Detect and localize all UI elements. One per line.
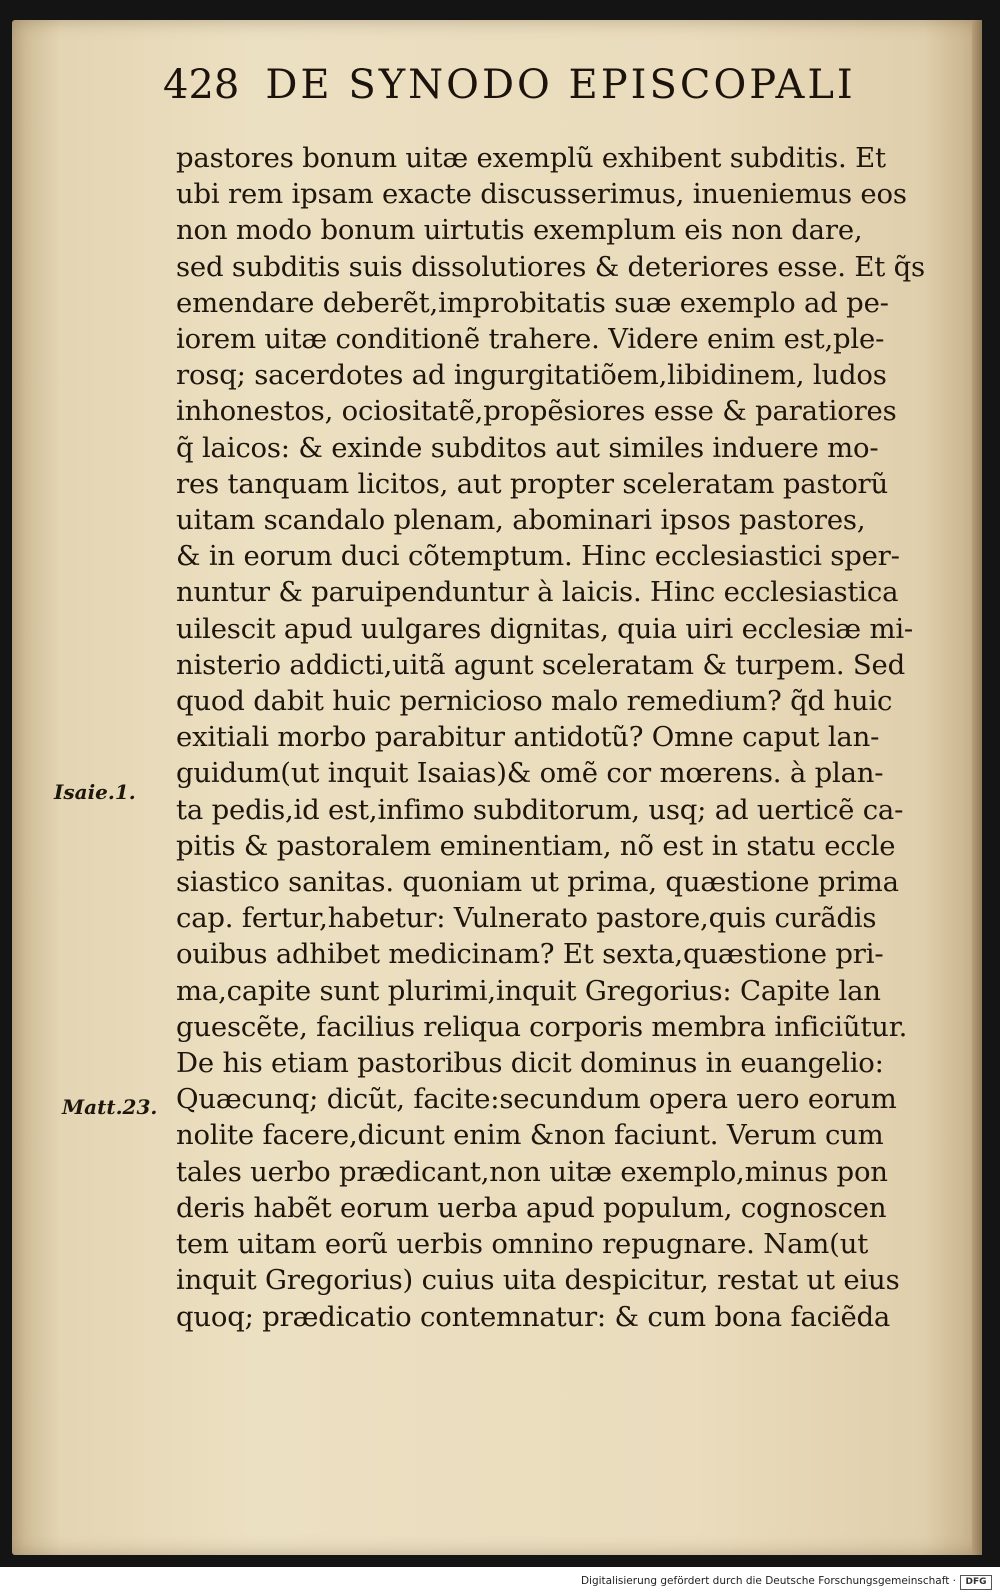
- margin-note-isaiah: Isaie.1.: [54, 780, 136, 804]
- text-line: emendare deberẽt,improbitatis suæ exemplo ad pe-: [176, 286, 889, 319]
- text-line: iorem uitæ conditionẽ trahere. Videre enim est,ple-: [176, 323, 885, 356]
- text-line: guidum(ut inquit Isaias)& omẽ cor mœrens. à plan-: [176, 757, 884, 790]
- dfg-logo: DFG: [960, 1575, 992, 1590]
- page-edge: [972, 20, 982, 1555]
- text-line: ubi rem ipsam exacte discusserimus, inueniemus eos: [176, 178, 907, 211]
- text-line: exitiali morbo parabitur antidotũ? Omne caput lan-: [176, 721, 880, 754]
- text-line: deris habẽt eorum uerba apud populum, cognoscen: [176, 1191, 887, 1224]
- text-line: non modo bonum uirtutis exemplum eis non dare,: [176, 214, 863, 247]
- text-line: nolite facere,dicunt enim &non faciunt. Verum cum: [176, 1119, 884, 1152]
- text-line: cap. fertur,habetur: Vulnerato pastore,quis curãdis: [176, 902, 877, 935]
- text-line: pitis & pastoralem eminentiam, nõ est in statu eccle: [176, 829, 896, 862]
- text-line: ta pedis,id est,infimo subditorum, usq; ad uerticẽ ca-: [176, 793, 904, 826]
- text-line: q̃ laicos: & exinde subditos aut similes induere mo-: [176, 431, 879, 464]
- text-line: res tanquam licitos, aut propter sceleratam pastorũ: [176, 467, 889, 500]
- text-line: tales uerbo prædicant,non uitæ exemplo,minus pon: [176, 1155, 888, 1188]
- margin-note-matthew: Matt.23.: [62, 1095, 158, 1119]
- footer: [0, 1574, 1000, 1593]
- text-line: De his etiam pastoribus dicit dominus in euangelio:: [176, 1047, 884, 1080]
- text-line: inquit Gregorius) cuius uita despicitur, restat ut eius: [176, 1264, 900, 1297]
- text-line: ouibus adhibet medicinam? Et sexta,quæstione pri-: [176, 938, 884, 971]
- digitization-credit: Digitalisierung gefördert durch die Deutsche Forschungsgemeinschaft ·: [580, 1575, 956, 1587]
- text-line: inhonestos, ociositatẽ,propẽsiores esse & paratiores: [176, 395, 897, 428]
- text-line: uilescit apud uulgares dignitas, quia uiri ecclesiæ mi-: [176, 612, 914, 645]
- body-text: [176, 140, 925, 1335]
- text-line: nuntur & paruipenduntur à laicis. Hinc ecclesiastica: [176, 576, 899, 609]
- text-line: ma,capite sunt plurimi,inquit Gregorius: Capite lan: [176, 974, 881, 1007]
- text-line: pastores bonum uitæ exemplũ exhibent subditis. Et: [176, 142, 886, 174]
- text-line: tem uitam eorũ uerbis omnino repugnare. Nam(ut: [176, 1228, 869, 1261]
- text-line: quod dabit huic pernicioso malo remedium? q̃d huic: [176, 685, 893, 718]
- text-line: quoq; prædicatio contemnatur: & cum bona faciẽda: [176, 1300, 891, 1333]
- text-line: Quæcunq; dicũt, facite:secundum opera uero eorum: [176, 1083, 897, 1116]
- text-line: guescẽte, facilius reliqua corporis membra inficiũtur.: [176, 1010, 908, 1043]
- text-line: sed subditis suis dissolutiores & deteriores esse. Et q̃s: [176, 250, 925, 283]
- text-line: siastico sanitas. quoniam ut prima, quæstione prima: [176, 866, 899, 899]
- text-line: uitam scandalo plenam, abominari ipsos pastores,: [176, 504, 866, 537]
- page-header: [163, 62, 883, 132]
- page-number: 428: [163, 62, 240, 108]
- text-line: nisterio addicti,uitã agunt sceleratam & turpem. Sed: [176, 648, 906, 681]
- text-line: & in eorum duci cõtemptum. Hinc ecclesiastici sper-: [176, 540, 900, 573]
- text-line: rosq; sacerdotes ad ingurgitatiõem,libidinem, ludos: [176, 359, 887, 392]
- running-title: DE SYNODO EPISCOPALI: [265, 62, 856, 108]
